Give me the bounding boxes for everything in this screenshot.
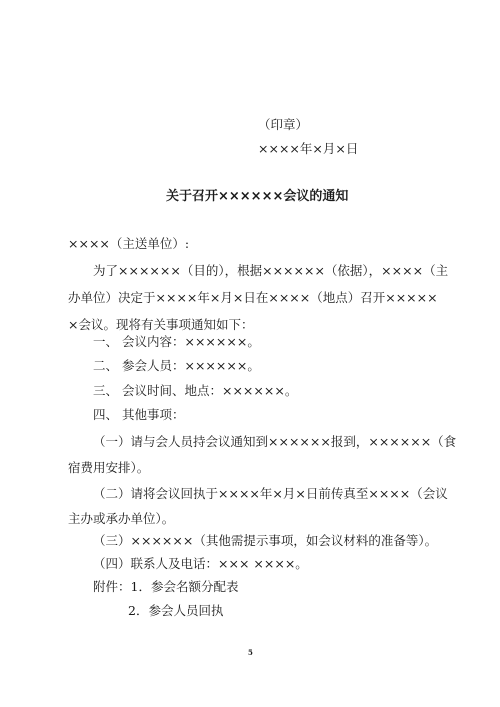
notice-title: 关于召开××××××会议的通知 <box>166 189 349 204</box>
paragraph-line: 为了××××××（目的），根据××××××（依据），××××（主 <box>93 263 449 278</box>
list-item: 一、 会议内容：××××××。 <box>93 334 260 349</box>
recipient-line: ××××（主送单位）: <box>68 236 190 251</box>
sub-item-line: 宿费用安排）。 <box>68 460 150 475</box>
sub-item-line: （二）请将会议回执于××××年×月×日前传真至××××（会议 <box>93 486 448 501</box>
attachment-line: 2．参会人员回执 <box>128 603 224 618</box>
paragraph-line: ×会议。现将有关事项通知如下： <box>68 317 254 332</box>
page-number: 5 <box>248 648 253 657</box>
sub-item: （四）联系人及电话：××× ××××。 <box>93 556 308 571</box>
seal-label: （印章） <box>258 117 309 132</box>
list-item: 三、 会议时间、地点：××××××。 <box>93 383 298 398</box>
sub-item: （三）××××××（其他需提示事项，如会议材料的准备等）。 <box>93 533 438 548</box>
list-item: 四、 其他事项： <box>93 407 185 422</box>
issue-date: ××××年×月×日 <box>258 141 359 156</box>
sub-item-line: 主办或承办单位）。 <box>68 511 175 526</box>
sub-item-line: （一）请与会人员持会议通知到××××××报到，××××××（食 <box>93 434 457 449</box>
list-item: 二、 参会人员：××××××。 <box>93 358 260 373</box>
attachment-line: 附件：1．参会名额分配表 <box>93 579 239 594</box>
paragraph-line: 办单位）决定于××××年×月×日在××××（地点）召开××××× <box>68 290 438 305</box>
